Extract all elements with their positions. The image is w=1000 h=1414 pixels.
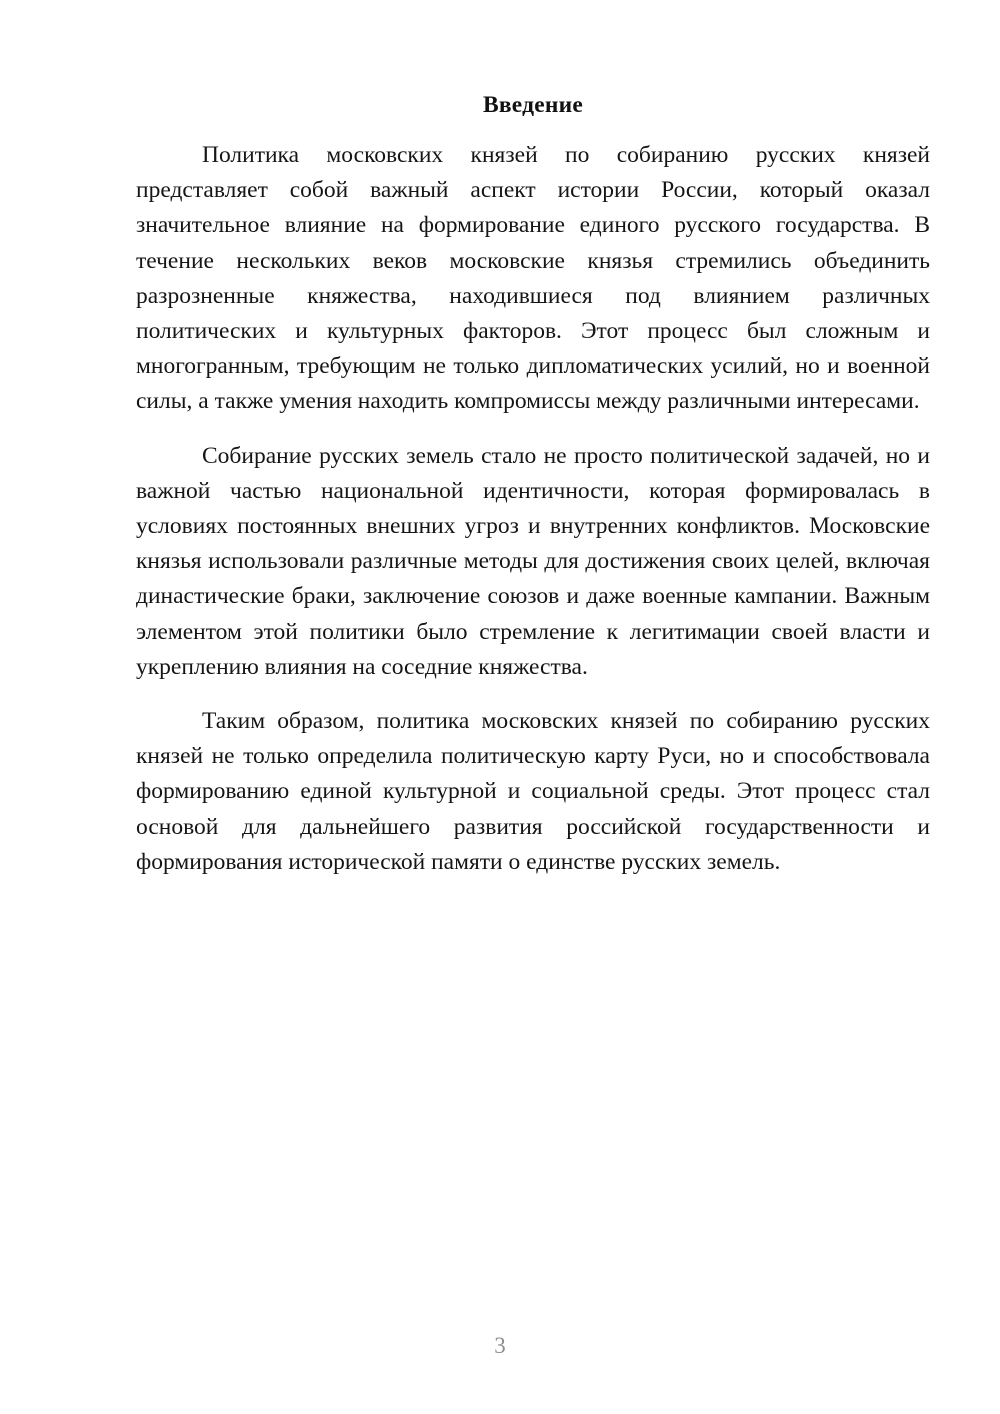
- document-body: [136, 88, 930, 880]
- page-title: Введение: [483, 92, 583, 118]
- body-paragraph-2: Собирание русских земель стало не просто политической задачей, но и важной частью национальной идентичности, которая формировалась в условиях постоянных внешних угроз и внутренних конфликтов. Московские князья использовали различные методы для достижения своих целей, включая династические браки, заключение союзов и даже военные кампании. Важным элементом этой политики было стремление к легитимации своей власти и укреплению влияния на соседние княжества.: [136, 442, 930, 680]
- body-paragraph-3: Таким образом, политика московских князей по собиранию русских князей не только определила политическую карту Руси, но и способствовала формированию единой культурной и социальной среды. Этот процесс стал основой для дальнейшего развития российской государственности и формирования исторической памяти о единстве русских земель.: [136, 708, 930, 875]
- body-paragraph-1: Политика московских князей по собиранию русских князей представляет собой важный аспект истории России, который оказал значительное влияние на формирование единого русского государства. В течение нескольких веков московские князья стремились объединить разрозненные княжества, находившиеся под влиянием различных политических и культурных факторов. Этот процесс был сложным и многогранным, требующим не только дипломатических усилий, но и военной силы, а также умения находить компромиссы между различными интересами.: [136, 142, 930, 415]
- page-number: 3: [494, 1333, 506, 1358]
- page-footer: [0, 1332, 1000, 1360]
